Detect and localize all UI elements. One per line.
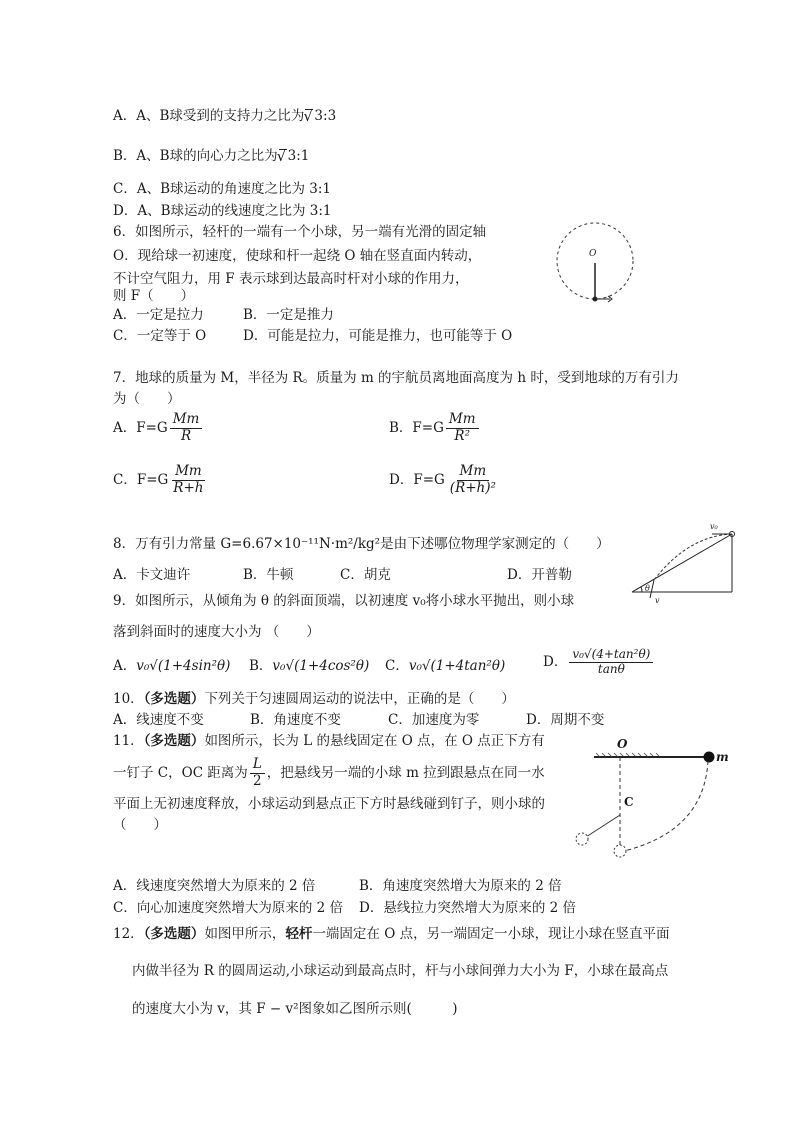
ball-bottom bbox=[614, 845, 626, 857]
q11-fig-label-m: m bbox=[716, 750, 729, 764]
q7-option-a-label: A．F=G bbox=[113, 419, 168, 436]
v-arrow bbox=[650, 580, 654, 598]
denominator: (R+h)² bbox=[449, 479, 496, 496]
fraction bbox=[170, 412, 203, 444]
q11-option-c: C．向心加速度突然增大为原来的 2 倍 bbox=[113, 900, 344, 916]
denominator: R² bbox=[454, 427, 470, 444]
q6-stem-line2: O．现给球一初速度，使球和杆一起绕 O 轴在竖直面内转动， bbox=[113, 248, 482, 264]
ball bbox=[593, 297, 598, 302]
q8-option-b: B．牛顿 bbox=[243, 567, 294, 583]
ball-left bbox=[576, 833, 588, 845]
q12-number: 12． bbox=[113, 926, 144, 942]
q10-number: 10． bbox=[113, 691, 144, 707]
fraction bbox=[569, 648, 653, 677]
q11-stem-text-2b: ，把悬线另一端的小球 m 拉到跟悬点在同一水 bbox=[266, 764, 545, 781]
q12-stem-text-1a: 如图甲所示， bbox=[204, 926, 286, 942]
multi-select-tag: （多选题） bbox=[143, 926, 205, 942]
q10-option-a: A．线速度不变 bbox=[113, 712, 204, 728]
q9-option-c-label: C． bbox=[385, 658, 409, 674]
q11-fig-label-o: O bbox=[617, 737, 628, 751]
q5-option-a-radicand: 3 bbox=[314, 108, 324, 124]
denominator: tanθ bbox=[597, 661, 625, 676]
q12-stem-emphasis: 轻杆 bbox=[285, 926, 313, 942]
q7-option-b-label: B．F=G bbox=[389, 419, 444, 436]
q9-option-c-expr: v₀√(1+4tan²θ) bbox=[408, 658, 506, 674]
q5-option-d: D．A、B球运动的线速度之比为 3:1 bbox=[113, 203, 332, 219]
q12-stem-line3: 的速度大小为 v，其 F − v²图象如乙图所示则( ) bbox=[132, 1001, 458, 1017]
q9-option-b bbox=[249, 658, 369, 674]
q11-option-a: A．线速度突然增大为原来的 2 倍 bbox=[113, 878, 316, 894]
denominator: R bbox=[180, 427, 192, 444]
numerator: Mm bbox=[172, 464, 205, 481]
q7-option-b bbox=[389, 412, 481, 444]
q6-fig-label-o: O bbox=[589, 249, 597, 259]
q9-fig-label-v: v bbox=[655, 596, 660, 605]
q10-option-b: B．角速度不变 bbox=[250, 712, 341, 728]
q11-stem-text-2a: 一钉子 C，OC 距离为 bbox=[113, 764, 248, 781]
ball-m bbox=[704, 752, 715, 763]
multi-select-tag: （多选题） bbox=[143, 733, 205, 749]
q12-stem-text-1b: 一端固定在 O 点，另一端固定一小球，现让小球在竖直平面 bbox=[312, 926, 670, 942]
string-after-nail bbox=[586, 815, 620, 837]
q7-option-c bbox=[113, 464, 208, 496]
q5-option-b-ratio: :1 bbox=[296, 148, 310, 164]
sqrt-symbol: √ 3 bbox=[303, 107, 324, 125]
q9-option-b-label: B． bbox=[249, 658, 273, 674]
q11-stem-line2 bbox=[113, 757, 545, 789]
numerator: Mm bbox=[457, 464, 490, 481]
q10-stem-text: 下列关于匀速圆周运动的说法中，正确的是（ ） bbox=[204, 691, 515, 707]
multi-select-tag: （多选题） bbox=[143, 691, 205, 707]
q7-stem-line2: 为（ ） bbox=[113, 391, 181, 407]
q11-option-d: D．悬线拉力突然增大为原来的 2 倍 bbox=[359, 900, 576, 916]
q8-option-a: A．卡文迪许 bbox=[113, 567, 191, 583]
q9-stem-line1: 9．如图所示，从倾角为 θ 的斜面顶端，以初速度 v₀将小球水平抛出，则小球 bbox=[113, 593, 575, 609]
q11-number: 11． bbox=[113, 733, 144, 749]
q10-option-d: D．周期不变 bbox=[526, 712, 605, 728]
q7-stem-line1: 7．地球的质量为 M，半径为 R。质量为 m 的宇航员离地面高度为 h 时，受到地球的万有引力 bbox=[113, 370, 679, 386]
q5-option-b-text: B．A、B球的向心力之比为 bbox=[113, 148, 278, 164]
q7-option-a bbox=[113, 412, 204, 444]
fraction bbox=[447, 464, 499, 496]
q9-option-a bbox=[113, 658, 230, 674]
numerator: L bbox=[250, 757, 265, 774]
q8-stem: 8．万有引力常量 G=6.67×10⁻¹¹N·m²/kg²是由下述哪位物理学家测定的（ ） bbox=[113, 536, 610, 552]
q9-figure bbox=[628, 524, 738, 606]
sqrt-symbol: √ 3 bbox=[276, 147, 297, 165]
q9-stem-line2: 落到斜面时的速度大小为 （ ） bbox=[113, 624, 320, 640]
q5-option-a-ratio: :3 bbox=[323, 108, 337, 124]
numerator: Mm bbox=[446, 412, 479, 429]
q8-option-c: C．胡克 bbox=[340, 567, 391, 583]
numerator: v₀√(4+tan²θ) bbox=[569, 648, 653, 663]
q5-option-b bbox=[113, 148, 309, 164]
q12-stem-line1 bbox=[113, 926, 670, 942]
q11-stem-line1 bbox=[113, 733, 545, 749]
fraction bbox=[250, 757, 265, 789]
q6-stem-line3: 不计空气阻力，用 F 表示球到达最高时杆对小球的作用力， bbox=[113, 271, 469, 287]
q9-fig-label-theta: θ bbox=[645, 584, 650, 593]
q9-option-a-label: A． bbox=[113, 658, 137, 674]
denominator: 2 bbox=[253, 772, 262, 789]
q6-option-c: C．一定等于 O bbox=[113, 328, 207, 344]
q6-stem-line1: 6．如图所示，轻杆的一端有一个小球，另一端有光滑的固定轴 bbox=[113, 224, 487, 240]
q6-option-d: D．可能是拉力，可能是推力，也可能等于 O bbox=[243, 328, 513, 344]
q6-figure bbox=[528, 220, 638, 310]
q7-option-c-label: C．F=G bbox=[113, 471, 169, 488]
q9-option-a-expr: v₀√(1+4sin²θ) bbox=[136, 658, 231, 674]
q6-option-a: A．一定是拉力 bbox=[113, 307, 204, 323]
q11-stem-line4: （ ） bbox=[113, 817, 167, 833]
q7-option-d bbox=[389, 464, 501, 496]
q9-fig-label-v0: v₀ bbox=[710, 522, 718, 531]
q10-stem bbox=[113, 691, 515, 707]
q11-fig-label-c: C bbox=[624, 795, 634, 809]
q11-stem-line3: 平面上无初速度释放，小球运动到悬点正下方时悬线碰到钉子，则小球的 bbox=[113, 796, 545, 812]
q5-option-b-radicand: 3 bbox=[287, 148, 297, 164]
numerator: Mm bbox=[170, 412, 203, 429]
q9-option-b-expr: v₀√(1+4cos²θ) bbox=[272, 658, 370, 674]
q9-option-d bbox=[543, 648, 655, 677]
q10-option-c: C．加速度为零 bbox=[388, 712, 480, 728]
angle-arc bbox=[641, 587, 642, 592]
q12-stem-line2: 内做半径为 R 的圆周运动,小球运动到最高点时，杆与小球间弹力大小为 F，小球在最高点 bbox=[132, 963, 669, 979]
swing-path bbox=[624, 761, 708, 851]
q7-option-d-label: D．F=G bbox=[389, 471, 445, 488]
q5-option-c: C．A、B球运动的角速度之比为 3:1 bbox=[113, 181, 332, 197]
q11-option-b: B．角速度突然增大为原来的 2 倍 bbox=[359, 878, 562, 894]
q5-option-a bbox=[113, 108, 336, 124]
q6-stem-line4: 则 F（ ） bbox=[113, 288, 195, 304]
fraction bbox=[170, 464, 206, 496]
fraction bbox=[446, 412, 479, 444]
q11-stem-text: 如图所示，长为 L 的悬线固定在 O 点，在 O 点正下方有 bbox=[204, 733, 545, 749]
q9-option-d-label: D． bbox=[543, 654, 568, 671]
q6-option-b: B．一定是推力 bbox=[243, 307, 334, 323]
denominator: R+h bbox=[173, 479, 204, 496]
q8-option-d: D．开普勒 bbox=[507, 567, 572, 583]
q5-option-a-text: A．A、B球受到的支持力之比为 bbox=[113, 108, 305, 124]
q9-option-c bbox=[385, 658, 505, 674]
